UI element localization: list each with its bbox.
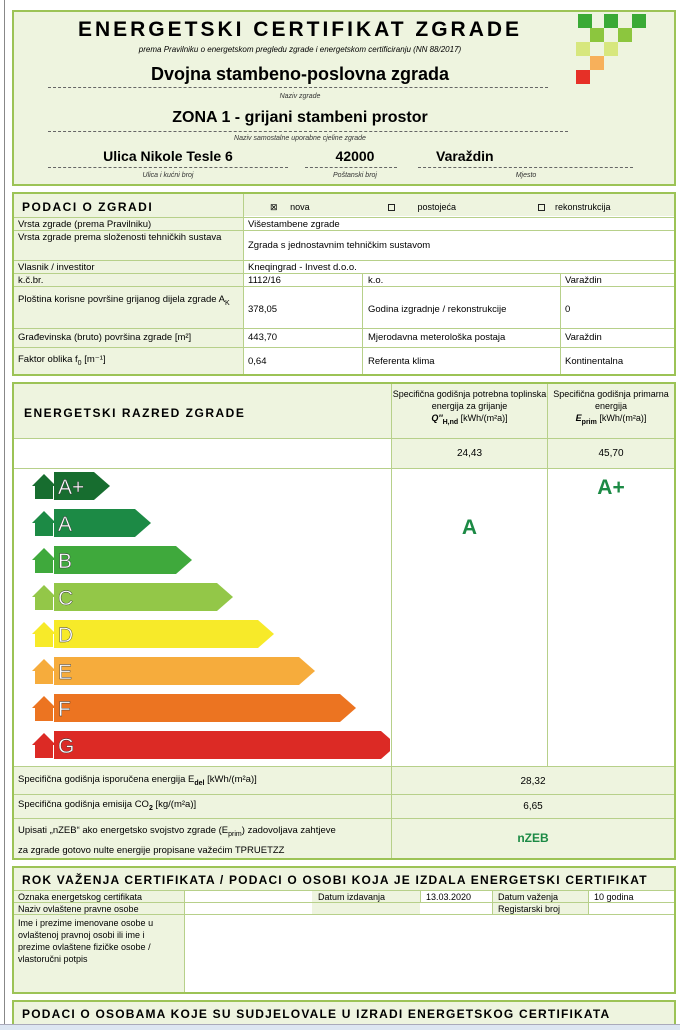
type-label: Vrsta zgrade (prema Pravilniku)	[18, 219, 152, 230]
co2-emission-value: 6,65	[523, 801, 543, 812]
issue-date-label: Datum izdavanja	[318, 892, 386, 902]
energy-class-label: C	[58, 587, 74, 610]
building-data-title: PODACI O ZGRADI	[22, 200, 154, 214]
energy-class-section	[12, 382, 676, 860]
energy-class-label: F	[58, 698, 71, 721]
energy-class-label: B	[58, 550, 73, 573]
cert-label: Oznaka energetskog certifikata	[18, 892, 143, 902]
house-icon	[32, 474, 56, 499]
co2-emission-label: Specifična godišnja emisija $CO_2$ [kg/(m²a)]	[18, 799, 197, 812]
owner-value: Kneqingrad - Invest d.o.o.	[248, 262, 357, 273]
shape-factor-value: 0,64	[248, 356, 267, 367]
heating-energy-value: 24,43	[456, 448, 483, 459]
house-icon	[32, 733, 56, 758]
checkbox-icon	[388, 204, 395, 211]
type-value: Višestambene zgrade	[248, 219, 340, 230]
primary-energy-header: Specifična godišnja primarna energija $E_{prim}$ [kWh/(m²a)]	[553, 389, 669, 426]
postal-caption: Poštanski broj	[333, 172, 377, 179]
complexity-label: Vrsta zgrade prema složenosti tehničkih sustava	[18, 232, 222, 243]
validity-title: ROK VAŽENJA CERTIFIKATA / PODACI O OSOBI KOJA JE IZDALA ENERGETSKI CERTIFIKAT	[22, 873, 648, 887]
issue-date-value: 13.03.2020	[426, 892, 472, 902]
energy-class-label: A+	[58, 476, 85, 499]
street-address: Ulica Nikole Tesle 6	[103, 148, 233, 164]
shape-factor-label: Faktor oblika $f_0$ [m⁻¹]	[18, 354, 106, 367]
building-data-section	[12, 192, 676, 376]
energy-class-label: A	[58, 513, 73, 536]
city-caption: Mjesto	[515, 172, 537, 179]
checkbox-checked-icon: ⊠	[270, 202, 278, 212]
ko-label: k.o.	[368, 275, 384, 286]
validity-section	[12, 866, 676, 994]
heating-energy-class: A	[461, 516, 478, 539]
house-icon	[32, 511, 56, 536]
area-value: 378,05	[248, 304, 278, 315]
house-icon	[32, 622, 56, 647]
house-icon	[32, 585, 56, 610]
nzeb-label: Upisati „nZEB“ ako energetsko svojstvo zgrade $(E_{prim})$ zadovoljava zahtjeve za zgrade gotovo nulte energije propisane važećim TPRUETZZ	[18, 825, 336, 856]
zone-name: ZONA 1 - grijani stambeni prostor	[172, 109, 428, 126]
energy-class-bar-c	[32, 583, 233, 611]
delivered-energy-label: Specifična godišnja isporučena energija $E_{del}$ [kWh/(m²a)]	[18, 774, 257, 787]
ko-value: Varaždin	[565, 275, 602, 286]
register-number-label: Registarski broj	[498, 904, 561, 914]
energy-class-bar-b	[32, 546, 192, 574]
nzeb-value: nZEB	[517, 831, 549, 845]
climate-label: Referenta klima	[368, 356, 435, 367]
postal-code: 42000	[335, 148, 375, 164]
heating-energy-header: Specifična godišnja potrebna toplinska energija za grijanje $Q''_{H,nd}$ [kWh/(m²a)]	[392, 389, 547, 426]
energy-class-bar-g	[32, 731, 390, 759]
energy-class-scale	[14, 470, 390, 766]
gross-area-value: 443,70	[248, 332, 278, 343]
year-value: 0	[565, 304, 571, 315]
energy-class-bar-e	[32, 657, 315, 685]
energy-logo	[576, 14, 654, 90]
energy-class-bar-f	[32, 694, 356, 722]
energy-class-bar-d	[32, 620, 274, 648]
building-name-caption: Naziv zgrade	[279, 93, 321, 100]
valid-value: 10 godina	[594, 892, 634, 902]
building-name: Dvojna stambeno-poslovna zgrada	[150, 64, 450, 84]
checkbox-icon	[538, 204, 545, 211]
energy-class-bar-a	[32, 509, 151, 537]
primary-energy-class: A+	[597, 476, 625, 499]
delivered-energy-value: 28,32	[520, 776, 546, 787]
participants-title: PODACI O OSOBAMA KOJE SU SUDJELOVALE U IZRADI ENERGETSKOG CERTIFIKATA	[22, 1007, 611, 1021]
kc-value: 1112/16	[248, 275, 281, 286]
energy-class-bar-a-plus	[32, 472, 110, 500]
zone-caption: Naziv samostalne uporabne cjeline zgrade	[234, 135, 366, 142]
house-icon	[32, 659, 56, 684]
house-icon	[32, 696, 56, 721]
station-value: Varaždin	[565, 332, 602, 343]
owner-label: Vlasnik / investitor	[18, 262, 95, 273]
year-label: Godina izgradnje / rekonstrukcije	[368, 304, 507, 315]
certificate-title: ENERGETSKI CERTIFIKAT ZGRADE	[77, 18, 523, 41]
street-caption: Ulica i kućni broj	[142, 172, 194, 179]
window-bottom-bar	[0, 1024, 680, 1030]
primary-energy-value: 45,70	[598, 448, 624, 459]
house-icon	[32, 548, 56, 573]
complexity-value: Zgrada s jednostavnim tehničkim sustavom	[248, 240, 431, 251]
kc-label: k.č.br.	[18, 275, 44, 286]
city: Varaždin	[436, 148, 494, 164]
person-label: Ime i prezime imenovane osobe u ovlaštenoj pravnoj osobi ili ime i prezime ovlaštene fizičke osobe / vlastoručni potpis	[18, 918, 154, 964]
climate-value: Kontinentalna	[565, 356, 624, 367]
option-existing: postojeća	[388, 202, 456, 212]
energy-class-label: G	[58, 735, 75, 758]
area-label: Ploština korisne površine grijanog dijela zgrade $A_K$	[18, 294, 230, 307]
energy-class-label: E	[58, 661, 73, 684]
regulation-subtitle: prema Pravilniku o energetskom pregledu zgrade i energetskom certificiranju (NN 88/2017)	[138, 45, 462, 54]
station-label: Mjerodavna meterološka postaja	[368, 332, 506, 343]
option-new: ⊠ nova	[270, 202, 310, 212]
valid-label: Datum važenja	[498, 892, 559, 902]
gross-area-label: Građevinska (bruto) površina zgrade [m²]	[18, 332, 192, 343]
legal-person-label: Naziv ovlaštene pravne osobe	[18, 904, 139, 914]
option-reconstruction: rekonstrukcija	[538, 202, 611, 212]
energy-class-title: ENERGETSKI RAZRED ZGRADE	[24, 406, 246, 420]
energy-class-label: D	[58, 624, 74, 647]
